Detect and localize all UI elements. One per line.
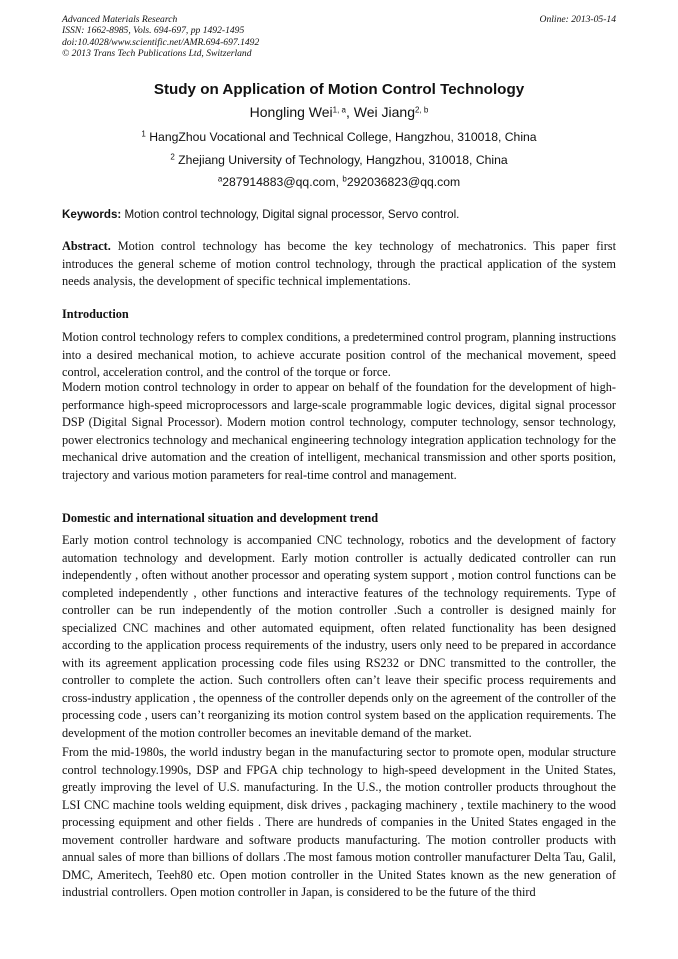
author-1-affil-mark: 1, a: [332, 105, 346, 115]
email-b-mark: b: [342, 174, 347, 184]
journal-name: Advanced Materials Research: [62, 14, 178, 25]
doi-line: doi:10.4028/www.scientific.net/AMR.694-697.1492: [62, 36, 260, 48]
affiliation-1-mark: 1: [141, 129, 146, 139]
copyright-line: © 2013 Trans Tech Publications Ltd, Switzerland: [62, 47, 252, 59]
domestic-paragraph-2: From the mid-1980s, the world industry began in the manufacturing sector to promote open, modular structure control technology.1990s, DSP and FPGA chip technology to high-speed development in the United States, greatly improving the level of U.S. manufacturing. In the U.S., the motion controller products throughout the LSI CNC machine tools welding equipment, disk drives , packaging machinery , textile machinery to the wood processing equipment and other fields . There are hundreds of companies in the United States engaged in the movement controller hardware and software products manufacturing. The motion controller products with annual sales of more than billions of dollars .The most famous motion controller manufacturer Delta Tau, Galil, DMC, Ameritech, Teeh80 etc. Open motion controller in the United States known as the new generation of industrial controllers. Open motion controller in Japan, is considered to be the future of the third: [62, 745, 616, 900]
abstract: [62, 238, 616, 291]
keywords-text: Motion control technology, Digital signal processor, Servo control.: [121, 208, 460, 221]
affiliation-2-text: Zhejiang University of Technology, Hangzhou, 310018, China: [174, 153, 508, 167]
intro-paragraph-1: Motion control technology refers to complex conditions, a predetermined control program, planning instructions into a desired mechanical motion, to achieve accurate position control of the mechanical movement, speed control, acceleration control, and the control of the torque or force.: [62, 330, 616, 380]
section-heading-domestic-international: Domestic and international situation and development trend: [62, 511, 379, 525]
author-line: [0, 104, 678, 120]
author-emails: [0, 175, 678, 189]
section-heading-introduction: Introduction: [62, 307, 129, 321]
abstract-text: Motion control technology has become the key technology of mechatronics. This paper first introduces the general scheme of motion control technology, through the practical application of the system needs analysis, the development of specific technical implementations.: [62, 239, 616, 289]
affiliation-2: [0, 153, 678, 167]
affiliation-2-mark: 2: [170, 152, 175, 162]
journal-header: [62, 14, 616, 59]
email-a: 287914883@qq.com: [222, 175, 336, 189]
issn-line: ISSN: 1662-8985, Vols. 694-697, pp 1492-1495: [62, 25, 245, 37]
author-2-affil-mark: 2, b: [415, 105, 429, 115]
email-a-mark: a: [217, 174, 223, 184]
author-separator: ,: [346, 104, 354, 120]
affiliation-1: [0, 130, 678, 144]
keywords-label: Keywords:: [62, 208, 122, 221]
author-2-name: Wei Jiang: [353, 104, 415, 120]
online-date: Online: 2013-05-14: [539, 14, 616, 25]
keywords: [62, 208, 616, 221]
email-b: 292036823@qq.com: [346, 175, 461, 189]
intro-paragraph-2: Modern motion control technology in order to appear on behalf of the foundation for the development of high-performance high-speed microprocessors and large-scale programmable logic devices, digital signal processor DSP (Digital Signal Processor). Modern motion control technology, computer technology, sensor technology, power electronics technology and mechanical engineering technology integration application technology for the mechanical drive automation and the creation of intelligent, mechanical transmission and other sports position, trajectory and various motion parameters for real-time control and management.: [62, 380, 616, 482]
domestic-paragraph-1: Early motion control technology is accompanied CNC technology, robotics and the development of factory automation technology and development. Early motion controller is actually dedicated controller can run independently , often without another processor and operating system support , motion control functions can be completed independently , other functions and interactive features of the technology requirements. Type of controller can be run independently of the motion controller .Such a controller is designed mainly for specialized CNC machines and other automated equipment, often related functionality has been designed according to the application process requirements of the industry, users only need to be prepared in accordance with its agreement application processing code files using RS232 or DNC transmitted to the controller, the controller to complete the action. Such controllers often can’t leave their specific process requirements and cross-industry application , the openness of the controller depends only on the agreement of the controller of the processing code , users can’t reorganizing its motion control system based on the application requirements. The development of the motion controller becomes an inevitable demand of the market.: [62, 533, 616, 741]
affiliation-1-text: HangZhou Vocational and Technical College, Hangzhou, 310018, China: [145, 130, 537, 144]
author-1-name: Hongling Wei: [249, 104, 333, 120]
paper-title: Study on Application of Motion Control Technology: [153, 81, 525, 98]
email-separator: ,: [335, 175, 343, 189]
abstract-label: Abstract.: [62, 239, 111, 253]
